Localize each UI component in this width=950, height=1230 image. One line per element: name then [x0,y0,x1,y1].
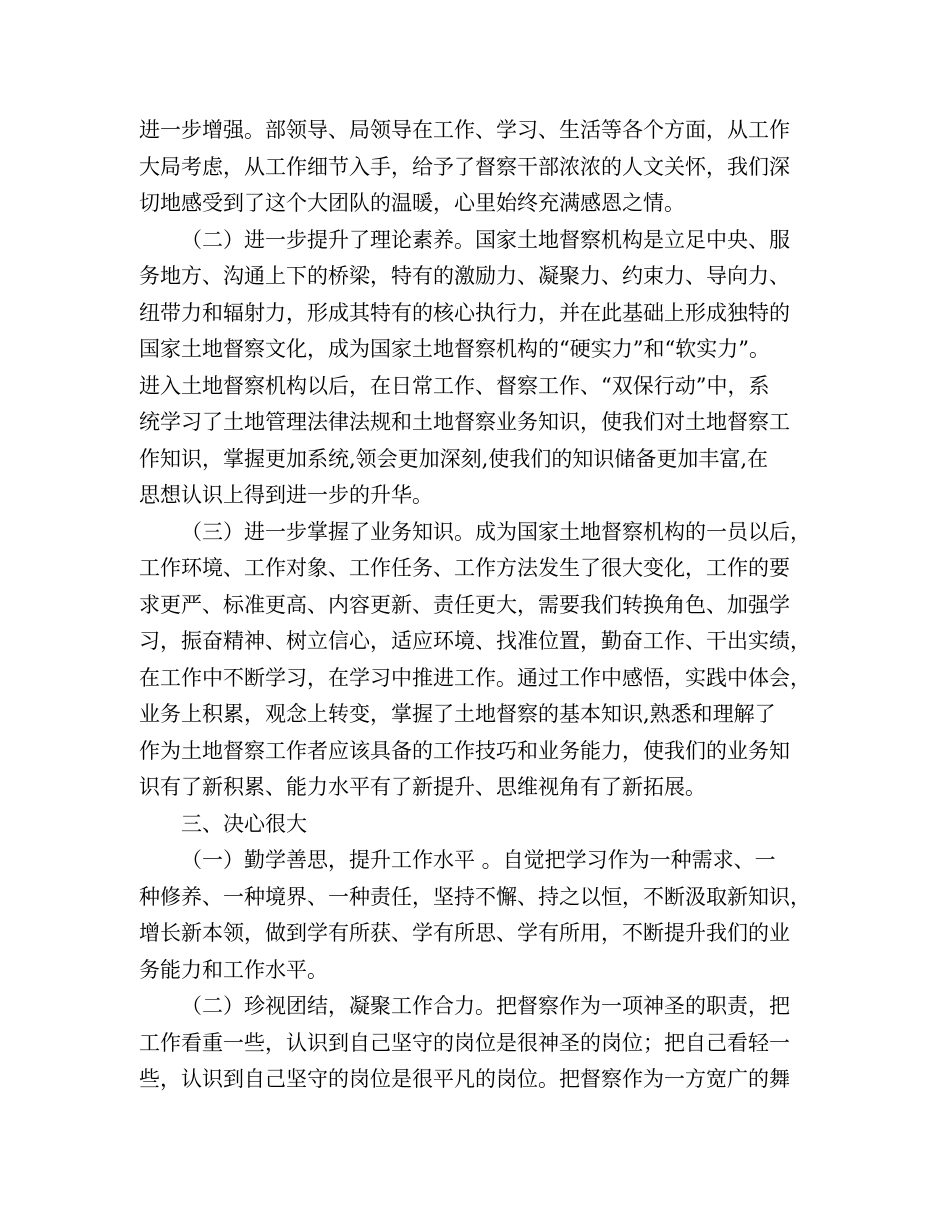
text-line: 作知识，掌握更加系统,领会更加深刻,使我们的知识储备更加丰富,在 [139,446,769,471]
text-line: 国家土地督察文化，成为国家土地督察机构的“硬实力”和“软实力”。 [139,337,770,361]
text-line: 务能力和工作水平。 [139,957,328,982]
text-line: （二）进一步提升了理论素养。国家土地督察机构是立足中央、服 [181,227,790,252]
text-line: 工作看重一些，认识到自己坚守的岗位是很神圣的岗位；把自己看轻一 [139,1030,790,1055]
text-line: 工作环境、工作对象、工作任务、工作方法发生了很大变化，工作的要 [139,556,790,580]
text-line: 统学习了土地管理法律法规和土地督察业务知识，使我们对土地督察工 [139,410,790,434]
text-line: 思想认识上得到进一步的升华。 [139,483,433,507]
text-line: 大局考虑，从工作细节入手，给予了督察干部浓浓的人文关怀，我们深 [139,154,790,179]
text-line: 些，认识到自己坚守的岗位是很平凡的岗位。把督察作为一方宽广的舞 [139,1067,790,1091]
text-line: 务地方、沟通上下的桥梁，特有的激励力、凝聚力、约束力、导向力、 [139,264,790,288]
text-line: 纽带力和辐射力，形成其特有的核心执行力，并在此基础上形成独特的 [139,300,790,325]
text-line: 业务上积累，观念上转变，掌握了土地督察的基本知识,熟悉和理解了 [139,702,776,726]
text-line: 切地感受到了这个大团队的温暖，心里始终充满感恩之情。 [139,191,685,215]
text-line: 在工作中不断学习，在学习中推进工作。通过工作中感悟，实践中体会， [139,665,811,690]
text-line: 种修养、一种境界、一种责任，坚持不懈、持之以恒，不断汲取新知识， [139,884,811,909]
text-line: 作为土地督察工作者应该具备的工作技巧和业务能力，使我们的业务知 [139,738,790,763]
text-line: （一）勤学善思，提升工作水平 。自觉把学习作为一种需求、一 [181,848,776,872]
text-line: 三、决心很大 [181,811,307,836]
text-line: 进一步增强。部领导、局领导在工作、学习、生活等各个方面，从工作 [139,118,790,142]
body-text [139,112,829,1098]
text-line: 进入土地督察机构以后，在日常工作、督察工作、“双保行动”中，系 [139,373,770,398]
text-line: （三）进一步掌握了业务知识。成为国家土地督察机构的一员以后， [181,519,811,544]
text-line: 增长新本领，做到学有所获、学有所思、学有所用，不断提升我们的业 [139,921,790,945]
text-line: 识有了新积累、能力水平有了新提升、思维视角有了新拓展。 [139,775,706,799]
text-line: 求更严、标准更高、内容更新、责任更大，需要我们转换角色、加强学 [139,592,790,617]
text-line: （二）珍视团结，凝聚工作合力。把督察作为一项神圣的职责，把 [181,994,790,1018]
text-line: 习，振奋精神、树立信心，适应环境、找准位置，勤奋工作、干出实绩， [139,629,811,653]
